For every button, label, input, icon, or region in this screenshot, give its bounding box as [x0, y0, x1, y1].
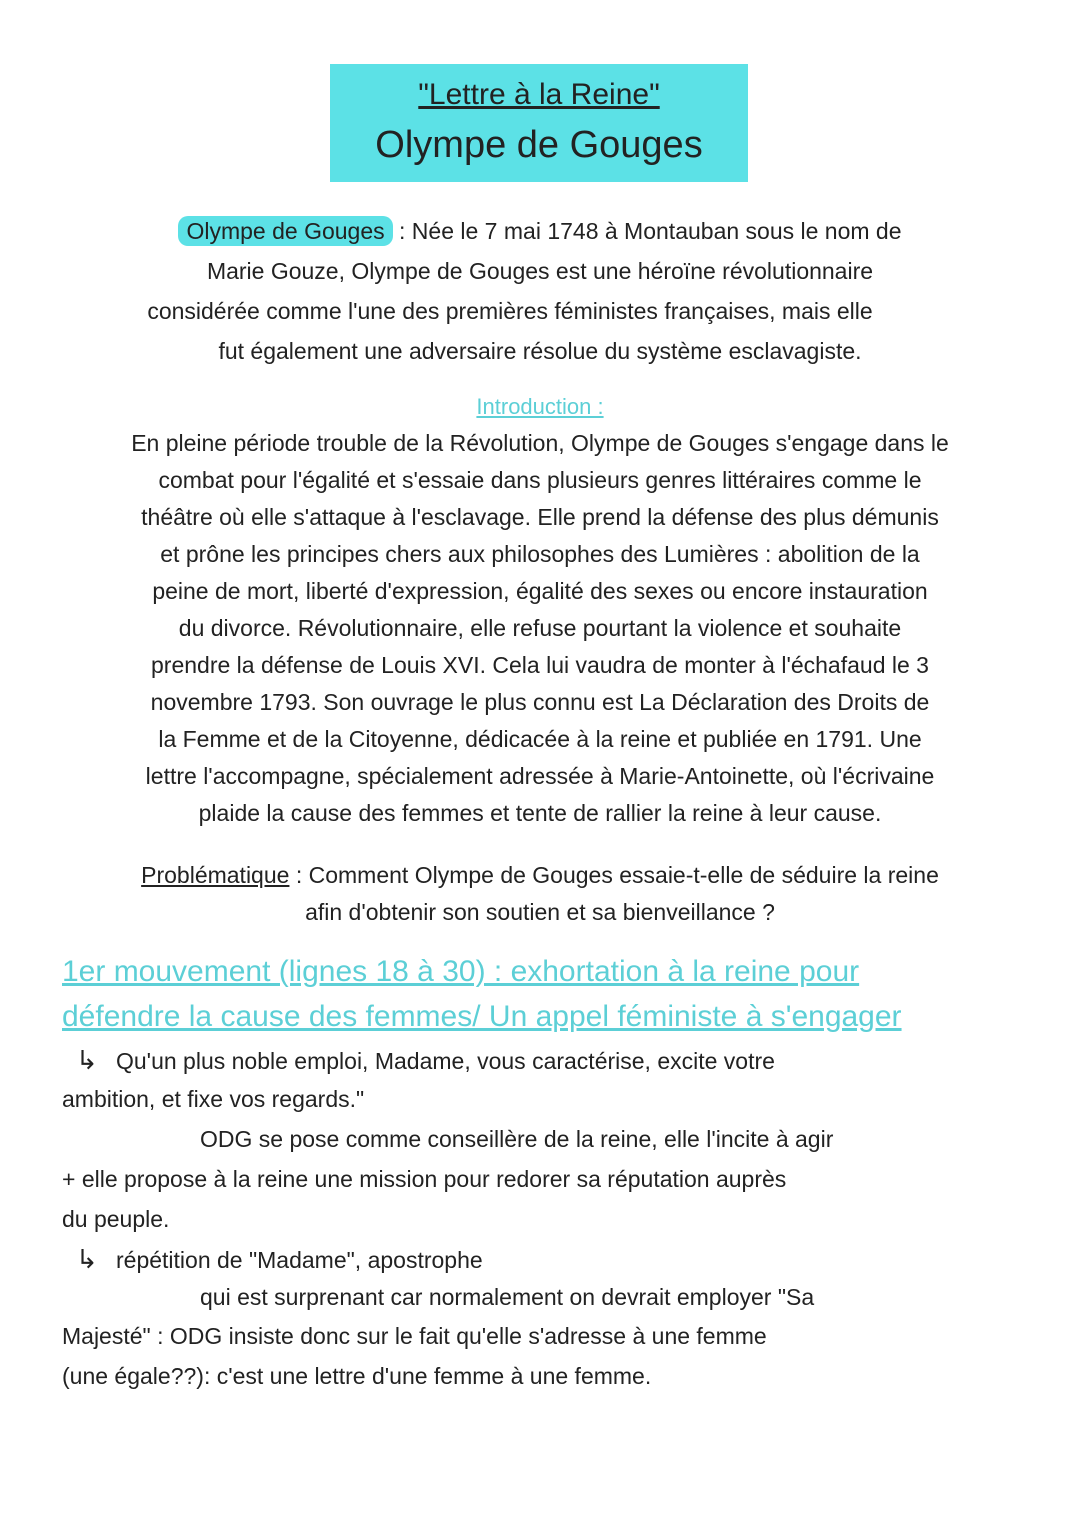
bio-line: Marie Gouze, Olympe de Gouges est une héroïne révolutionnaire: [206, 258, 874, 284]
intro-line: théâtre où elle s'attaque à l'esclavage. Elle prend la défense des plus démunis: [141, 504, 939, 530]
analysis-line: du peuple.: [62, 1206, 170, 1232]
intro-line: prendre la défense de Louis XVI. Cela lui vaudra de monter à l'échafaud le 3: [151, 652, 929, 678]
intro-line: novembre 1793. Son ouvrage le plus connu est La Déclaration des Droits de: [150, 689, 930, 715]
problematique-label: Problématique: [141, 862, 290, 888]
bio-highlight: Olympe de Gouges: [178, 216, 392, 246]
intro-line: du divorce. Révolutionnaire, elle refuse pourtant la violence et souhaite: [178, 615, 902, 641]
document-title: "Lettre à la Reine": [418, 78, 660, 111]
analysis-line: qui est surprenant car normalement on devrait employer "Sa: [200, 1284, 815, 1310]
movement-heading: 1er mouvement (lignes 18 à 30) : exhortation à la reine pour: [62, 955, 860, 988]
bio-line: fut également une adversaire résolue du système esclavagiste.: [218, 338, 862, 364]
intro-line: combat pour l'égalité et s'essaie dans plusieurs genres littéraires comme le: [158, 467, 922, 493]
analysis-line: Majesté" : ODG insiste donc sur le fait qu'elle s'adresse à une femme: [62, 1323, 767, 1349]
intro-line: En pleine période trouble de la Révolution, Olympe de Gouges s'engage dans le: [131, 430, 949, 456]
intro-line: et prône les principes chers aux philosophes des Lumières : abolition de la: [160, 541, 920, 567]
point-line: [76, 1244, 1080, 1275]
intro-line: lettre l'accompagne, spécialement adressée à Marie-Antoinette, où l'écrivaine: [145, 763, 935, 789]
movement-heading: défendre la cause des femmes/ Un appel féministe à s'engager: [62, 1000, 902, 1033]
analysis-line: ODG se pose comme conseillère de la reine, elle l'incite à agir: [200, 1126, 834, 1152]
quote-text: Qu'un plus noble emploi, Madame, vous caractérise, excite votre: [116, 1048, 775, 1074]
bio-line: [0, 218, 1080, 245]
arrow-icon: ↳: [76, 1244, 98, 1274]
introduction-heading: Introduction :: [476, 394, 604, 419]
point-text: répétition de "Madame", apostrophe: [116, 1247, 483, 1273]
title-box: [330, 64, 748, 182]
bio-line: considérée comme l'une des premières féministes françaises, mais elle: [147, 298, 873, 324]
analysis-line: + elle propose à la reine une mission pour redorer sa réputation auprès: [62, 1166, 787, 1192]
intro-line: la Femme et de la Citoyenne, dédicacée à la reine et publiée en 1791. Une: [158, 726, 922, 752]
analysis-line: (une égale??): c'est une lettre d'une femme à une femme.: [62, 1363, 652, 1389]
document-author: Olympe de Gouges: [375, 124, 703, 166]
quote-line: [76, 1045, 1080, 1076]
bio-text: : Née le 7 mai 1748 à Montauban sous le nom de: [392, 218, 902, 244]
arrow-icon: ↳: [76, 1045, 98, 1075]
problematique-line: [0, 862, 1080, 889]
intro-line: peine de mort, liberté d'expression, égalité des sexes ou encore instauration: [152, 578, 928, 604]
problematique-text: : Comment Olympe de Gouges essaie-t-elle de séduire la reine: [289, 862, 939, 888]
intro-line: plaide la cause des femmes et tente de rallier la reine à leur cause.: [198, 800, 882, 826]
problematique-line: afin d'obtenir son soutien et sa bienveillance ?: [305, 899, 775, 925]
quote-line: ambition, et fixe vos regards.": [62, 1086, 365, 1112]
